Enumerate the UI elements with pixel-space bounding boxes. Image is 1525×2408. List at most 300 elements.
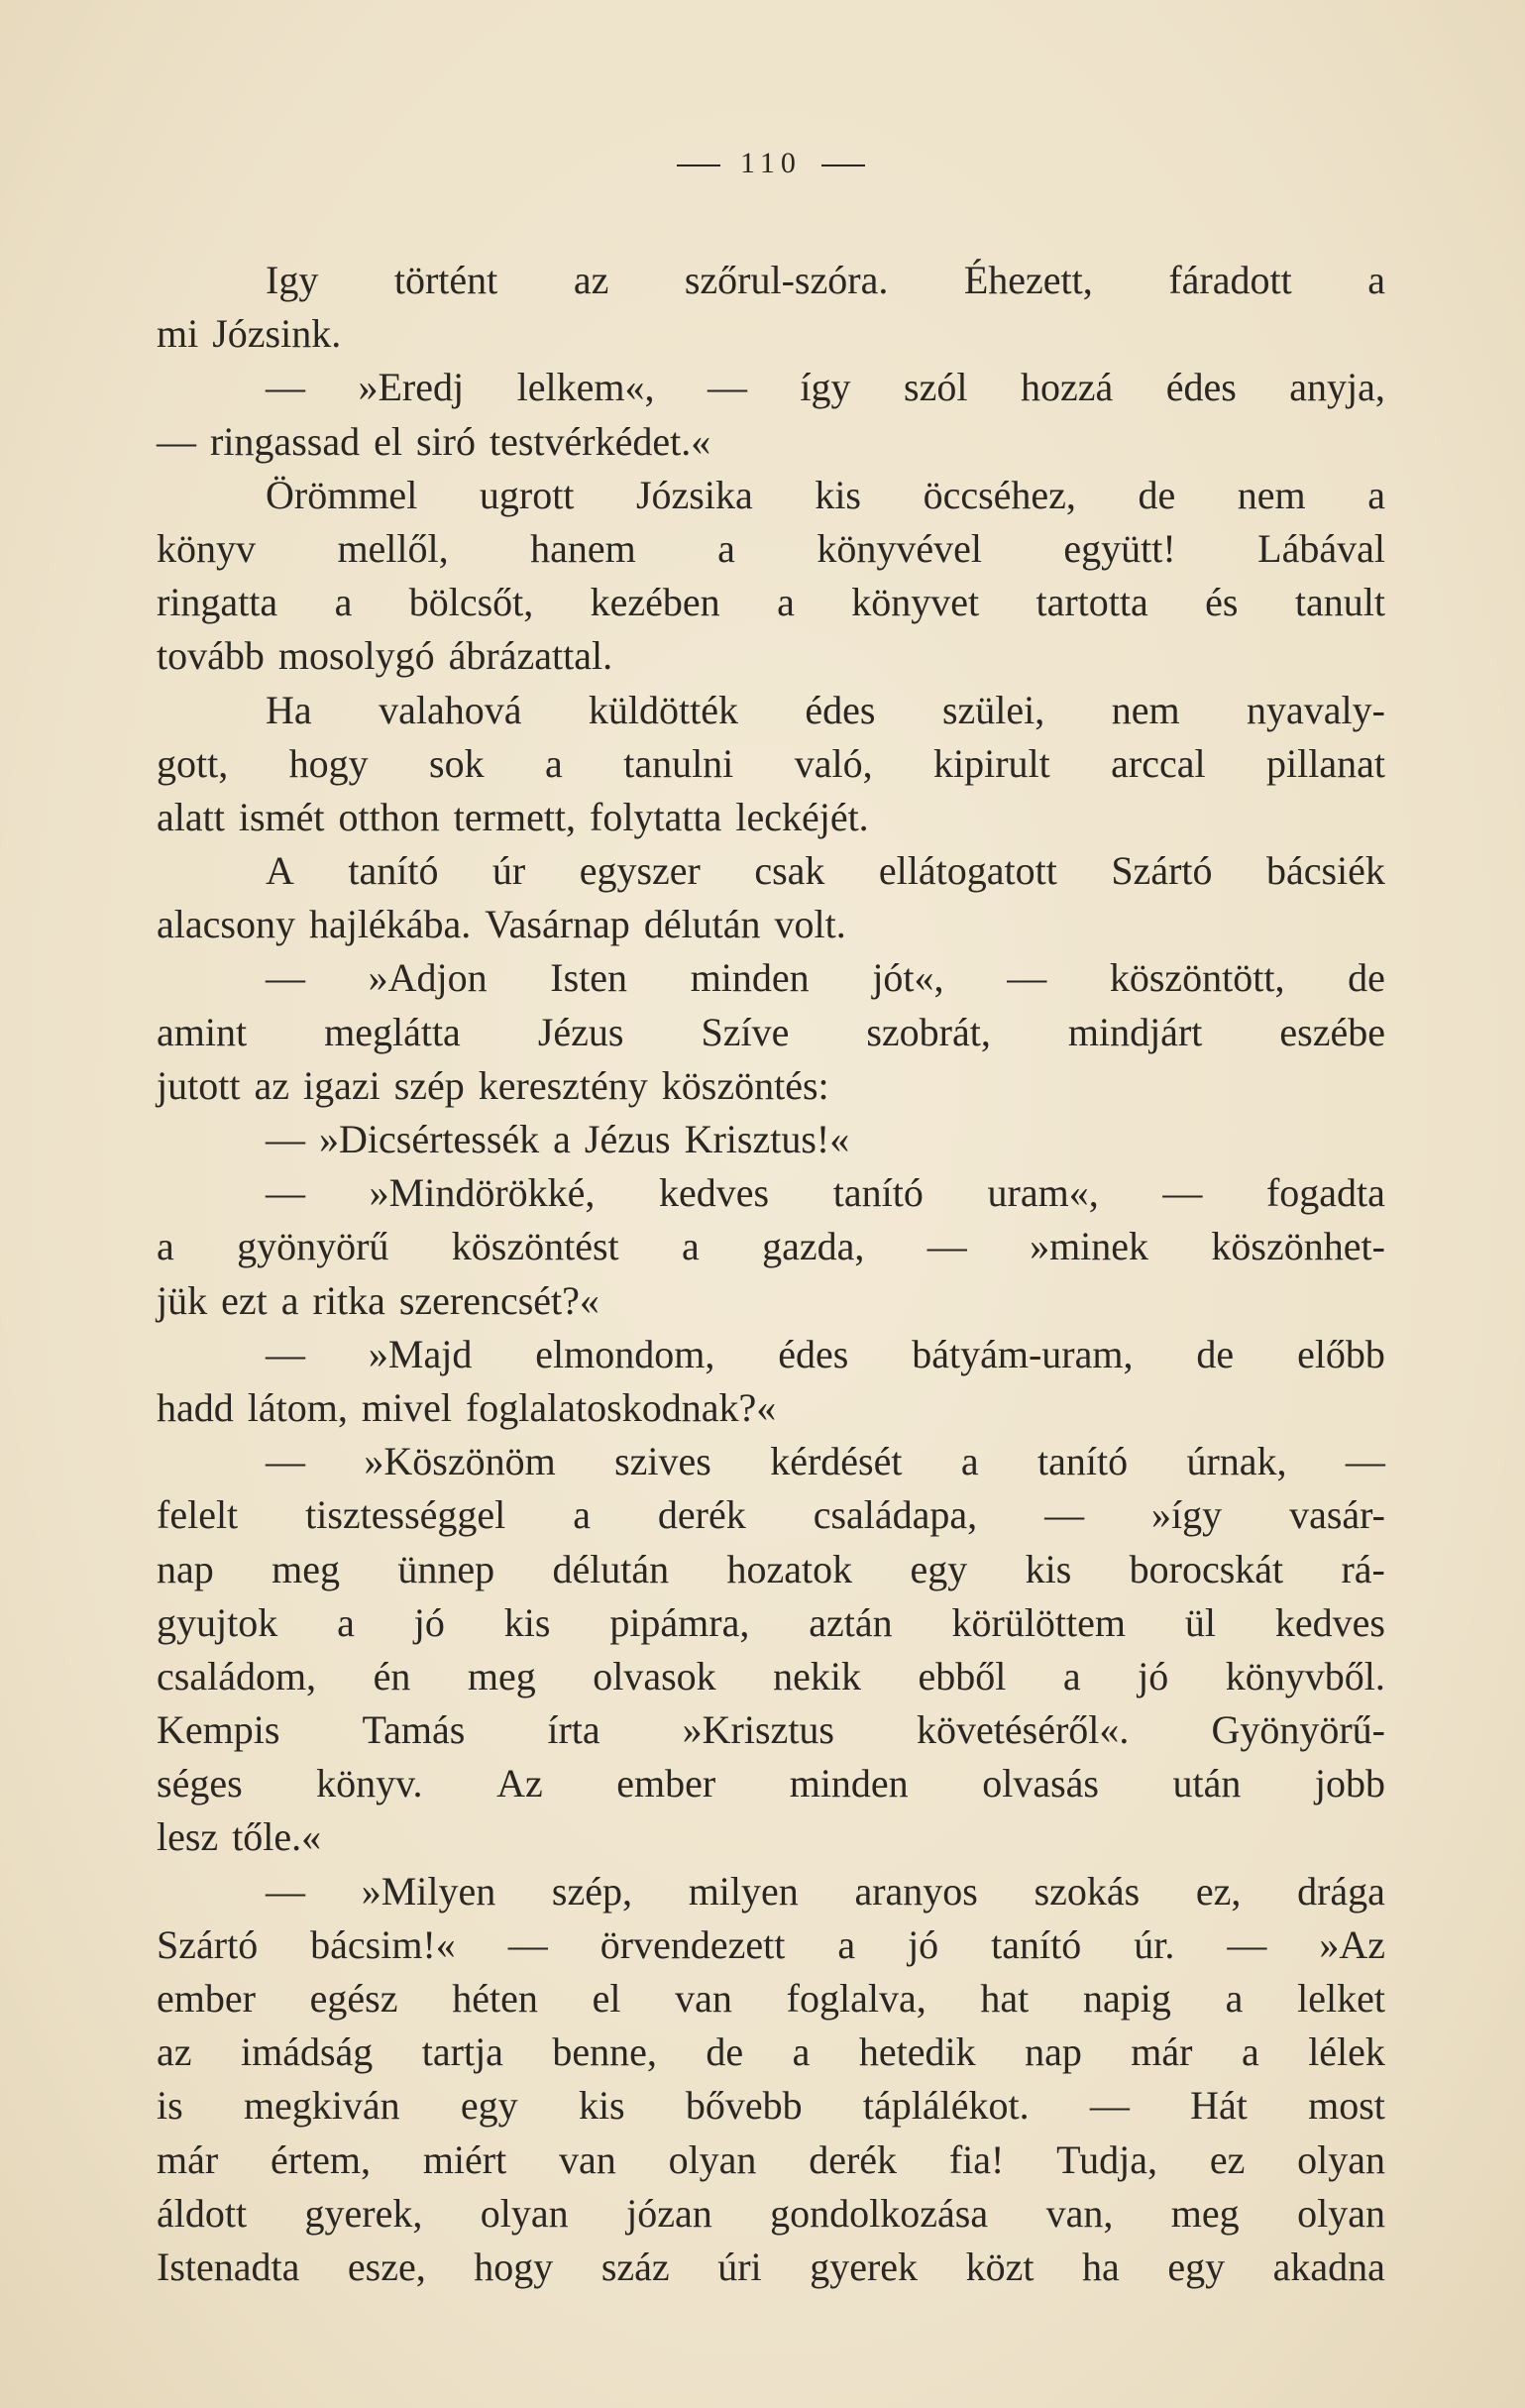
word: —	[266, 1868, 305, 1914]
word: tanító	[348, 848, 439, 894]
word: így	[800, 365, 851, 410]
word: az	[254, 1062, 289, 1108]
word: egy	[910, 1546, 968, 1591]
word: fia!	[948, 2136, 1005, 2182]
word: ebből	[918, 1653, 1007, 1698]
text-line	[157, 951, 1385, 1005]
text-line	[157, 2187, 1385, 2241]
word: kedves	[1274, 1599, 1385, 1645]
word: gondolkozása	[770, 2190, 989, 2236]
text-line	[157, 1059, 1385, 1113]
word: könyv.	[316, 1761, 423, 1806]
word: szobrát,	[866, 1009, 991, 1054]
word: a	[1062, 1653, 1081, 1698]
word: előbb	[1297, 1331, 1385, 1376]
word: —	[1044, 1492, 1085, 1538]
word: Gyönyörű-	[1211, 1707, 1385, 1753]
word: héten	[452, 1976, 538, 2021]
word: a	[280, 1277, 299, 1323]
word: olyan	[480, 2190, 569, 2236]
word: —	[507, 1921, 548, 1967]
word: »Majd	[368, 1331, 473, 1376]
text-line	[157, 1488, 1385, 1542]
word: foglalatoskodnak?«	[465, 1384, 777, 1430]
text-line	[157, 1113, 1385, 1166]
word: kis	[1025, 1546, 1072, 1591]
word: minden	[690, 955, 810, 1001]
word: egy	[460, 2083, 518, 2129]
word: gyerek	[810, 2244, 919, 2289]
word: tartja	[421, 2029, 503, 2075]
word: történt	[393, 258, 498, 302]
word: mindjárt	[1067, 1009, 1203, 1054]
word: értem,	[270, 2136, 372, 2182]
text-line	[157, 844, 1385, 898]
word: »Krisztus	[682, 1707, 834, 1753]
text-line	[157, 737, 1385, 791]
word: mosolygó	[277, 633, 435, 679]
word: sok	[429, 740, 485, 786]
word: alatt	[157, 794, 225, 839]
text-line	[157, 1810, 1385, 1864]
word: egész	[309, 1976, 398, 2021]
word: meg	[467, 1653, 536, 1698]
word: szép,	[551, 1868, 632, 1914]
word: de	[706, 2029, 744, 2075]
word: Tudja,	[1056, 2136, 1158, 2182]
word: —	[1162, 1170, 1203, 1216]
word: ünnep	[397, 1546, 495, 1591]
word: bővebb	[685, 2083, 803, 2129]
word: táplálékot.	[862, 2083, 1030, 2129]
word: hozatok	[726, 1546, 853, 1591]
word: bácsim!«	[310, 1921, 456, 1967]
word: a	[1241, 2029, 1259, 2075]
text-line	[157, 1435, 1385, 1488]
word: akadna	[1272, 2244, 1385, 2289]
word: mi	[157, 311, 199, 357]
word: nem	[1237, 472, 1306, 517]
word: —	[266, 1117, 305, 1161]
word: siró	[415, 418, 476, 464]
word: »Eredj	[358, 365, 465, 410]
word: és	[1205, 580, 1239, 625]
word: nyavaly-	[1247, 687, 1385, 732]
word: hogy	[474, 2244, 554, 2289]
text-line	[157, 1972, 1385, 2025]
text-line	[157, 2025, 1385, 2079]
word: hat	[980, 1976, 1030, 2021]
word: arccal	[1111, 740, 1206, 786]
word: nekik	[773, 1653, 862, 1698]
text-line	[157, 1703, 1385, 1757]
text-line	[157, 307, 1385, 361]
word: mivel	[361, 1384, 452, 1430]
word: nap	[1025, 2029, 1082, 2075]
word: köszöntést	[451, 1224, 619, 1269]
word: szülei,	[941, 687, 1045, 732]
body-text	[157, 254, 1385, 2294]
word: fogadta	[1265, 1170, 1385, 1216]
word: gott,	[157, 740, 229, 786]
text-line	[157, 1596, 1385, 1650]
word: most	[1308, 2083, 1385, 2129]
word: drága	[1297, 1868, 1385, 1914]
text-line	[157, 522, 1385, 576]
word: igazi	[302, 1062, 381, 1108]
word: van	[675, 1976, 732, 2021]
word: keresztény	[478, 1062, 648, 1108]
word: —	[266, 1170, 305, 1216]
word: —	[266, 1439, 305, 1484]
word: »minek	[1030, 1224, 1149, 1269]
text-line	[157, 1274, 1385, 1328]
word: felelt	[157, 1492, 239, 1538]
word: könyvből.	[1225, 1653, 1385, 1698]
word: termett,	[453, 794, 577, 839]
word: de	[1348, 955, 1385, 1001]
word: ez,	[1195, 1868, 1242, 1914]
word: kis	[578, 2083, 625, 2129]
word: aranyos	[854, 1868, 978, 1914]
word: a	[682, 1224, 700, 1269]
left-dash	[677, 164, 720, 166]
word: olyan	[1297, 2136, 1385, 2182]
word: Éhezett,	[963, 258, 1093, 302]
word: kezében	[590, 580, 720, 625]
word: látom,	[247, 1384, 348, 1430]
word: gyerek,	[304, 2190, 423, 2236]
word: —	[1345, 1439, 1385, 1484]
word: bölcsőt,	[408, 580, 534, 625]
word: száz	[600, 2244, 670, 2289]
word: hadd	[157, 1384, 234, 1430]
word: olvasok	[593, 1653, 716, 1698]
word: alacsony	[157, 902, 295, 947]
word: volt.	[774, 902, 846, 947]
word: ábrázattal.	[448, 633, 613, 679]
word: testvérkédet.«	[489, 418, 711, 464]
word: ringatta	[157, 580, 278, 625]
word: józan	[626, 2190, 712, 2236]
word: köszöntés:	[661, 1062, 829, 1108]
word: tanult	[1294, 580, 1385, 625]
word: tisztességgel	[305, 1492, 506, 1538]
word: »Adjon	[368, 955, 488, 1001]
word: van	[559, 2136, 616, 2182]
word: lelkem«,	[516, 365, 655, 410]
word: családom,	[157, 1653, 317, 1698]
word: tartotta	[1035, 580, 1148, 625]
text-line	[157, 1328, 1385, 1381]
word: ringassad	[210, 418, 361, 464]
word: ez	[1209, 2136, 1246, 2182]
text-line	[157, 576, 1385, 629]
word: a	[553, 1117, 571, 1161]
word: könyvet	[851, 580, 980, 625]
word: édes	[805, 687, 876, 732]
page-number: 110	[740, 147, 802, 179]
word: ül	[1184, 1599, 1217, 1645]
word: pillanat	[1266, 740, 1385, 786]
text-line	[157, 361, 1385, 414]
word: egyszer	[579, 848, 701, 894]
word: aztán	[809, 1599, 893, 1645]
word: ha	[1082, 2244, 1120, 2289]
word: séges	[157, 1761, 243, 1806]
word: anyja,	[1289, 365, 1385, 410]
word: A	[266, 848, 294, 894]
word: a	[337, 1599, 355, 1645]
word: szokás	[1034, 1868, 1141, 1914]
word: Jézus	[537, 1009, 624, 1054]
word: való,	[794, 740, 873, 786]
word: a	[960, 1439, 979, 1484]
word: mellől,	[337, 525, 449, 571]
word: szerencsét?«	[398, 1277, 599, 1323]
word: szól	[904, 365, 968, 410]
word: derék	[809, 2136, 898, 2182]
word: lesz	[157, 1814, 219, 1860]
word: együtt!	[1063, 525, 1176, 571]
word: úri	[717, 2244, 762, 2289]
word: Szártó	[1111, 848, 1213, 894]
word: el	[592, 1976, 621, 2021]
word: ember	[157, 1976, 256, 2021]
word: az	[573, 258, 609, 302]
text-line	[157, 2241, 1385, 2294]
word: szőrul-szóra.	[684, 258, 889, 302]
word: Istenadta	[157, 2244, 300, 2289]
word: elmondom,	[535, 1331, 715, 1376]
text-line	[157, 684, 1385, 737]
word: édes	[778, 1331, 849, 1376]
word: el	[374, 418, 402, 464]
text-line	[157, 1918, 1385, 1972]
word: ritka	[312, 1277, 385, 1323]
word: —	[266, 365, 305, 410]
word: eszébe	[1279, 1009, 1385, 1054]
word: milyen	[688, 1868, 799, 1914]
word: írta	[547, 1707, 600, 1753]
word: folytatta	[590, 794, 722, 839]
word: olvasás	[982, 1761, 1099, 1806]
word: követéséről«.	[917, 1707, 1130, 1753]
word: édes	[1165, 365, 1237, 410]
word: »Az	[1319, 1921, 1385, 1967]
word: lélek	[1308, 2029, 1385, 2075]
word: meglátta	[324, 1009, 461, 1054]
word: a	[1367, 472, 1385, 517]
text-line	[157, 898, 1385, 951]
word: rá-	[1341, 1546, 1385, 1591]
word: tanító	[832, 1170, 924, 1216]
word: derék	[657, 1492, 746, 1538]
word: köszöntött,	[1109, 955, 1285, 1001]
word: Józsika	[635, 472, 753, 517]
word: a	[334, 580, 353, 625]
word: megkiván	[243, 2083, 400, 2129]
word: Hát	[1190, 2083, 1248, 2129]
word: borocskát	[1129, 1546, 1284, 1591]
word: hozzá	[1020, 365, 1114, 410]
word: Isten	[550, 955, 628, 1001]
word: a	[717, 525, 735, 571]
word: úr.	[1134, 1921, 1175, 1967]
word: jobb	[1314, 1761, 1385, 1806]
text-line	[157, 1650, 1385, 1703]
word: Örömmel	[266, 472, 418, 517]
word: én	[373, 1653, 411, 1698]
word: Tamás	[362, 1707, 466, 1753]
word: délután	[552, 1546, 670, 1591]
word: ismét	[238, 794, 325, 839]
text-line	[157, 415, 1385, 469]
word: leckéjét.	[735, 794, 869, 839]
word: Szíve	[701, 1009, 790, 1054]
word: napig	[1083, 1976, 1171, 2021]
text-line	[157, 791, 1385, 844]
text-line	[157, 254, 1385, 307]
word: a	[573, 1492, 591, 1538]
word: —	[707, 365, 747, 410]
book-page	[157, 139, 1385, 2294]
word: is	[157, 2083, 183, 2129]
word: ugrott	[479, 472, 575, 517]
word: Lábával	[1257, 525, 1385, 571]
word: hajlékába.	[308, 902, 472, 947]
word: hogy	[288, 740, 369, 786]
word: a	[1367, 258, 1385, 302]
word: ember	[616, 1761, 716, 1806]
word: uram«,	[987, 1170, 1099, 1216]
word: tőle.«	[232, 1814, 322, 1860]
word: Krisztus!«	[684, 1117, 850, 1161]
text-line	[157, 1757, 1385, 1810]
word: hanem	[530, 525, 636, 571]
word: könyv	[157, 525, 256, 571]
word: kis	[503, 1599, 551, 1645]
word: a	[157, 1224, 174, 1269]
word: után	[1172, 1761, 1242, 1806]
word: miért	[422, 2136, 507, 2182]
word: imádság	[240, 2029, 374, 2075]
word: gazda,	[762, 1224, 865, 1269]
word: —	[157, 418, 196, 464]
word: »Milyen	[361, 1868, 496, 1914]
word: Józsink.	[212, 311, 342, 357]
word: jót«,	[872, 955, 944, 1001]
word: —	[266, 1331, 305, 1376]
text-line	[157, 1006, 1385, 1059]
word: van,	[1045, 2190, 1114, 2236]
word: esze,	[347, 2244, 426, 2289]
word: meg	[272, 1546, 340, 1591]
word: Kempis	[157, 1707, 280, 1753]
word: olyan	[1297, 2190, 1385, 2236]
word: ezt	[221, 1277, 268, 1323]
word: öccséhez,	[923, 472, 1076, 517]
word: kérdését	[770, 1439, 903, 1484]
word: »Mindörökké,	[369, 1170, 596, 1216]
word: már	[1131, 2029, 1193, 2075]
word: kis	[815, 472, 861, 517]
word: délután	[643, 902, 761, 947]
word: vasár-	[1289, 1492, 1385, 1538]
text-line	[157, 1220, 1385, 1273]
word: bátyám-uram,	[912, 1331, 1134, 1376]
word: szép	[393, 1062, 465, 1108]
word: jó	[1138, 1653, 1169, 1698]
word: a	[545, 740, 563, 786]
word: Ha	[266, 687, 312, 732]
word: körülöttem	[951, 1599, 1127, 1645]
word: de	[1138, 472, 1176, 517]
word: Igy	[266, 258, 319, 302]
word: jó	[908, 1921, 939, 1967]
word: Az	[496, 1761, 543, 1806]
word: már	[157, 2136, 219, 2182]
text-line	[157, 1166, 1385, 1220]
text-line	[157, 2134, 1385, 2187]
word: Vasárnap	[485, 902, 630, 947]
text-line	[157, 629, 1385, 683]
word: —	[1227, 1921, 1267, 1967]
word: fáradott	[1168, 258, 1292, 302]
text-line	[157, 1381, 1385, 1435]
word: »így	[1151, 1492, 1223, 1538]
word: Jézus	[584, 1117, 671, 1161]
word: családapa,	[813, 1492, 978, 1538]
word: az	[157, 2029, 192, 2075]
right-dash	[821, 164, 865, 166]
word: de	[1196, 1331, 1235, 1376]
word: nem	[1111, 687, 1180, 732]
word: a	[777, 580, 795, 625]
word: pipámra,	[609, 1599, 750, 1645]
word: küldötték	[588, 687, 738, 732]
word: áldott	[157, 2190, 248, 2236]
word: jük	[157, 1277, 208, 1323]
word: minden	[789, 1761, 909, 1806]
word: »Köszönöm	[364, 1439, 556, 1484]
word: otthon	[338, 794, 440, 839]
word: a	[792, 2029, 811, 2075]
word: —	[926, 1224, 967, 1269]
word: meg	[1170, 2190, 1240, 2236]
word: tanító	[1037, 1439, 1129, 1484]
text-line	[157, 469, 1385, 522]
word: —	[266, 955, 305, 1001]
word: örvendezett	[599, 1921, 786, 1967]
word: —	[1007, 955, 1047, 1001]
page-header	[157, 139, 1385, 188]
word: ellátogatott	[878, 848, 1057, 894]
word: tanító	[991, 1921, 1082, 1967]
text-line	[157, 1543, 1385, 1596]
word: amint	[157, 1009, 248, 1054]
word: nap	[157, 1546, 214, 1591]
word: csak	[754, 848, 825, 894]
text-line	[157, 2079, 1385, 2133]
word: könyvével	[817, 525, 982, 571]
text-line	[157, 1865, 1385, 1918]
word: jó	[413, 1599, 445, 1645]
word: valahová	[379, 687, 522, 732]
word: tanulni	[623, 740, 734, 786]
word: —	[1089, 2083, 1130, 2129]
word: úr	[491, 848, 526, 894]
